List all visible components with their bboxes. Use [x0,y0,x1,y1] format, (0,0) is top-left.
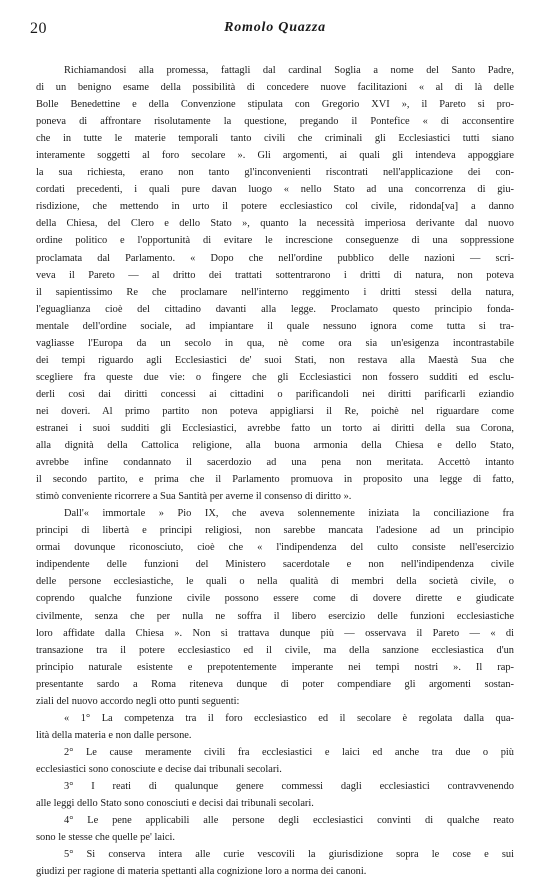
text-line: scegliere fra queste due vie: o fingere che gli Ecclesiastici non fossero sudditi ed esclu- [36,371,514,383]
text-line: presentante sardo a Roma riteneva dunque di poter compendiare gli argomenti sostan- [36,678,514,690]
text-line: 2° Le cause meramente civili fra ecclesiastici e laici ed anche tra due o più [64,746,514,758]
text-line: sono le stesse che quelle pe' laici. [36,832,175,844]
text-line: 3° I reati di qualunque genere commessi dagli ecclesiastici contravvenendo [64,780,514,792]
text-line: indipendente delle funzioni del Ministero sacerdotale e non nell'indipendenza civile [36,559,514,571]
text-line: di un benigno esame della possibilità di concedere nuove facilitazioni « al di là delle [36,82,514,94]
page-header [30,20,520,40]
text-line: alla dignità della Cattolica religione, alla buona armonia della Chiesa e dello Stato, [36,440,514,452]
text-line: Bolle Benedettine e della Convenzione stipulata con Gregorio XVI », il Pareto si pro- [36,99,514,111]
text-line: ecclesiastici sono conosciute e decise dai tribunali secolari. [36,763,282,775]
text-line: Richiamandosi alla promessa, fattagli dal cardinal Soglia a nome del Santo Padre, [64,65,514,76]
text-line: cordati precedenti, i quali pure davan luogo « nello Stato ad una concorrenza di giu- [36,184,514,196]
text-line: la sua richiesta, erano non tanto gl'inconvenienti riscontrati nell'applicazione dei con- [36,167,514,179]
text-line: principio naturale esistente e prepotentemente imperante nei tempi nostri ». Il rap- [36,661,514,673]
text-line: proclamata dal Parlamento. « Dopo che nell'ordine pubblico delle nazioni — scri- [36,252,514,264]
text-line: veva il Pareto — al dritto dei trattati sottentrarono i dritti di natura, non poteva [36,269,514,281]
text-line: estranei i suoi sudditi gli Ecclesiastici, avrebbe fatto un torto ai diritti della sua Corona, [36,422,514,434]
text-line: avrebbe infine condannato il sacerdozio ad una pena non meritata. Accettò intanto [36,457,514,469]
page-number: 20 [30,20,47,37]
text-line: coprendo qualche funzione civile possono essere come di dovere dirette e giudicate [36,593,514,605]
text-line: principi di libertà e principi religiosi, non sarebbe mancata l'adesione ad un principio [36,525,514,537]
text-line: Dall'« immortale » Pio IX, che aveva solennemente iniziata la conciliazione fra [64,508,514,520]
text-line: il secondo partito, e prima che il Parlamento promuova in proposito una legge di fatto, [36,474,514,486]
text-line: transazione tra il potere ecclesiastico ed il civile, ma della sanzione ecclesiastica d'un [36,644,514,656]
text-line: civilmente, senza che per nulla ne soffra il libero esercizio delle funzioni ecclesiastiche [36,610,514,622]
text-line: stimò conveniente ricorrere a Sua Santità per averne il consenso di diritto ». [36,491,352,503]
text-line: ziali del nuovo accordo negli otto punti seguenti: [36,695,240,707]
text-line: nei doveri. Al primo partito non poteva appigliarsi il Re, poichè nel riguardare come [36,405,514,417]
text-line: che in tutte le materie temporali tanto civili che criminali gli Ecclesiastici tutti siano [36,133,514,145]
text-line: ordine politico e l'opportunità di evitare le increscione conseguenze di una soppressione [36,235,514,247]
text-line: il sapientissimo Re che proclamare nell'interno reggimento i dritti stessi della natura, [36,286,514,298]
text-line: 4° Le pene applicabili alle persone degli ecclesiastici convinti di qualche reato [64,815,514,827]
text-line: dei tempi riguardo agli Ecclesiastici de' suoi Stati, non restava alla Maestà Sua che [36,354,514,366]
text-line: lità della materia e non dalle persone. [36,729,192,741]
text-line: della Chiesa, del Clero e dello Stato », quanto la necessità imperiosa derivante dal nuovo [36,218,514,230]
text-line: mentale dell'ordine sociale, ad impiantare il quale nessuno ignora come tutta si tra- [36,320,514,332]
text-line: ormai dovunque riconosciuto, cioè che « l'indipendenza del culto consiste nell'esercizio [36,542,514,554]
text-line: « 1° La competenza tra il foro ecclesiastico ed il secolare è regolata dalla qua- [64,712,514,724]
text-line: alle leggi dello Stato sono conosciuti e decisi dai tribunali secolari. [36,798,314,810]
text-line: derli così dai diritti concessi ai cittadini o parificandoli nei diritti parificarli eziandio [36,388,514,400]
text-line: loro affidate dalla Chiesa ». Non si trattava dunque più — osservava il Pareto — « di [36,627,514,639]
text-line: giudizi per ragione di materia spettanti alla cognizione loro a norma dei canoni. [36,866,367,878]
text-line: l'eguaglianza cioè del cittadino davanti alla legge. Proclamato questo principio fonda- [36,303,514,315]
running-title: Romolo Quazza [224,20,326,35]
text-line: delle persone ecclesiastiche, le quali o nella qualità di membri della società civile, o [36,576,514,588]
text-line: vagliasse l'Europa da un secolo in qua, nè come ora sia un'esigenza incontrastabile [36,337,514,349]
body-text [36,62,514,880]
text-line: poneva di affrontare risolutamente la questione, pregando il Pontefice « di acconsentire [36,116,514,128]
text-line: risdizione, che mettendo in urto il potere ecclesiastico col civile, ridonda[va] a danno [36,201,514,213]
text-line: 5° Si conserva intera alle curie vescovili la giurisdizione sopra le cose e sui [64,849,514,861]
text-line: interamente soggetti al foro secolare ». Gli argomenti, ai quali gli intendeva appoggiare [36,150,514,162]
